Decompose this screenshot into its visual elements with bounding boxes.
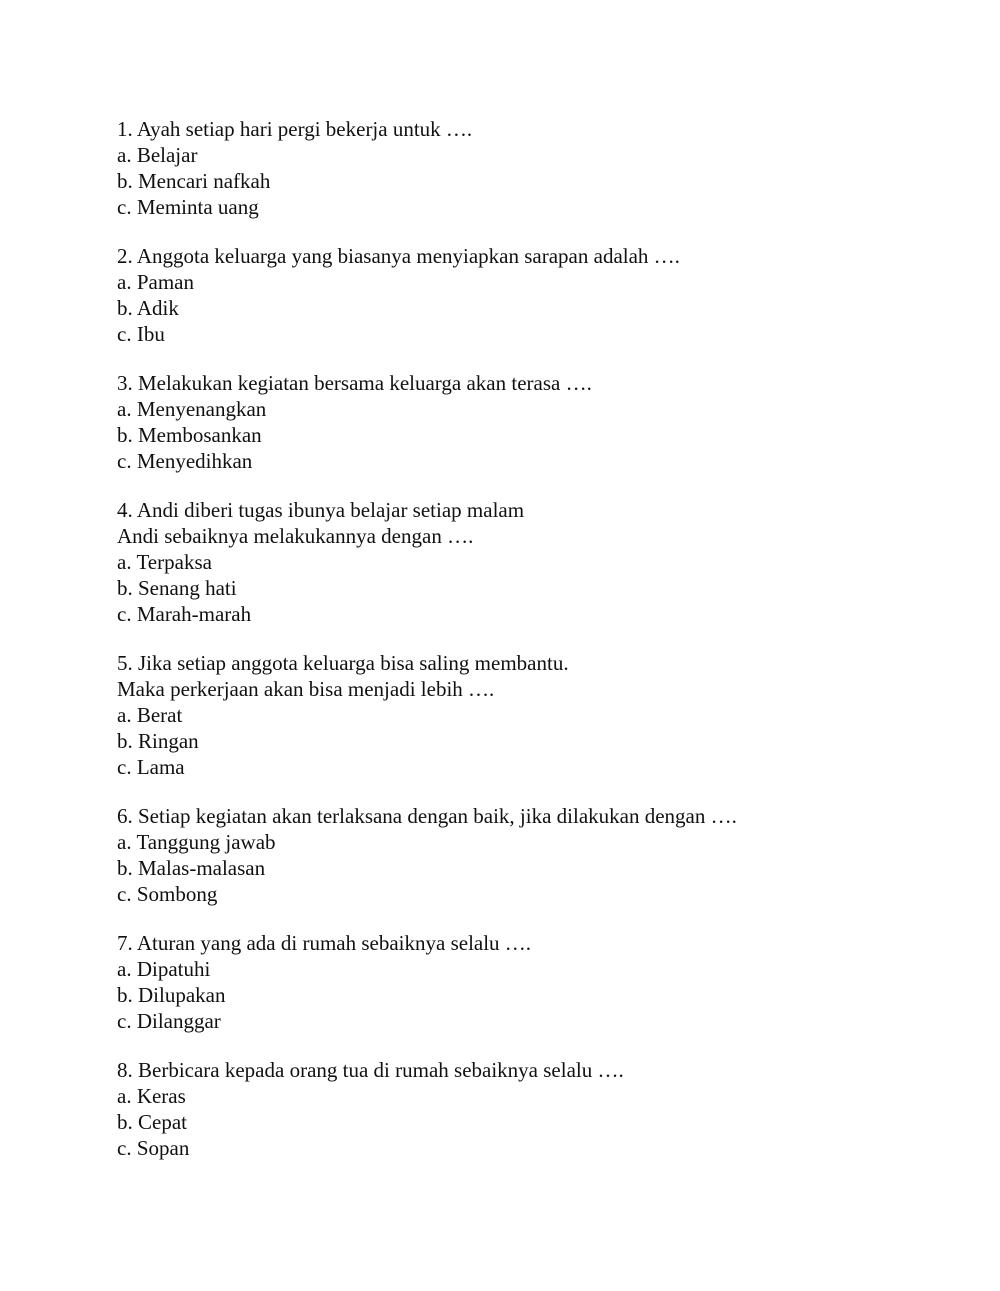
question-7-option-a: a. Dipatuhi (117, 957, 211, 981)
question-2-option-a: a. Paman (117, 270, 194, 294)
question-4 (117, 497, 977, 627)
question-5-text-line-2: Maka perkerjaan akan bisa menjadi lebih …. (117, 677, 495, 701)
question-8-text: 8. Berbicara kepada orang tua di rumah sebaiknya selalu …. (117, 1058, 624, 1082)
question-6-option-b: b. Malas-malasan (117, 856, 266, 880)
question-1-option-a: a. Belajar (117, 143, 198, 167)
question-4-option-c: c. Marah-marah (117, 602, 252, 626)
question-5 (117, 650, 977, 780)
question-1-text: 1. Ayah setiap hari pergi bekerja untuk …. (117, 117, 473, 141)
question-6 (117, 803, 977, 907)
question-8-option-c: c. Sopan (117, 1136, 190, 1160)
question-2 (117, 243, 977, 347)
question-3-option-b: b. Membosankan (117, 423, 262, 447)
question-5-text-line-1: 5. Jika setiap anggota keluarga bisa saling membantu. (117, 651, 569, 675)
worksheet (117, 116, 977, 1184)
question-5-option-b: b. Ringan (117, 729, 199, 753)
question-1-option-b: b. Mencari nafkah (117, 169, 271, 193)
question-4-text-line-1: 4. Andi diberi tugas ibunya belajar setiap malam (117, 498, 525, 522)
question-6-option-c: c. Sombong (117, 882, 218, 906)
question-8-option-a: a. Keras (117, 1084, 186, 1108)
question-4-option-b: b. Senang hati (117, 576, 237, 600)
question-5-option-a: a. Berat (117, 703, 183, 727)
question-2-text: 2. Anggota keluarga yang biasanya menyiapkan sarapan adalah …. (117, 244, 680, 268)
question-6-option-a: a. Tanggung jawab (117, 830, 276, 854)
question-7-option-c: c. Dilanggar (117, 1009, 221, 1033)
question-7-option-b: b. Dilupakan (117, 983, 226, 1007)
question-6-text: 6. Setiap kegiatan akan terlaksana dengan baik, jika dilakukan dengan …. (117, 804, 737, 828)
question-3 (117, 370, 977, 474)
question-4-text-line-2: Andi sebaiknya melakukannya dengan …. (117, 524, 474, 548)
question-3-option-a: a. Menyenangkan (117, 397, 267, 421)
question-1-option-c: c. Meminta uang (117, 195, 259, 219)
question-7-text: 7. Aturan yang ada di rumah sebaiknya selalu …. (117, 931, 532, 955)
question-8 (117, 1057, 977, 1161)
question-4-option-a: a. Terpaksa (117, 550, 212, 574)
question-7 (117, 930, 977, 1034)
question-3-option-c: c. Menyedihkan (117, 449, 253, 473)
question-1 (117, 116, 977, 220)
question-8-option-b: b. Cepat (117, 1110, 187, 1134)
question-2-option-b: b. Adik (117, 296, 179, 320)
question-5-option-c: c. Lama (117, 755, 185, 779)
question-3-text: 3. Melakukan kegiatan bersama keluarga akan terasa …. (117, 371, 592, 395)
question-2-option-c: c. Ibu (117, 322, 165, 346)
